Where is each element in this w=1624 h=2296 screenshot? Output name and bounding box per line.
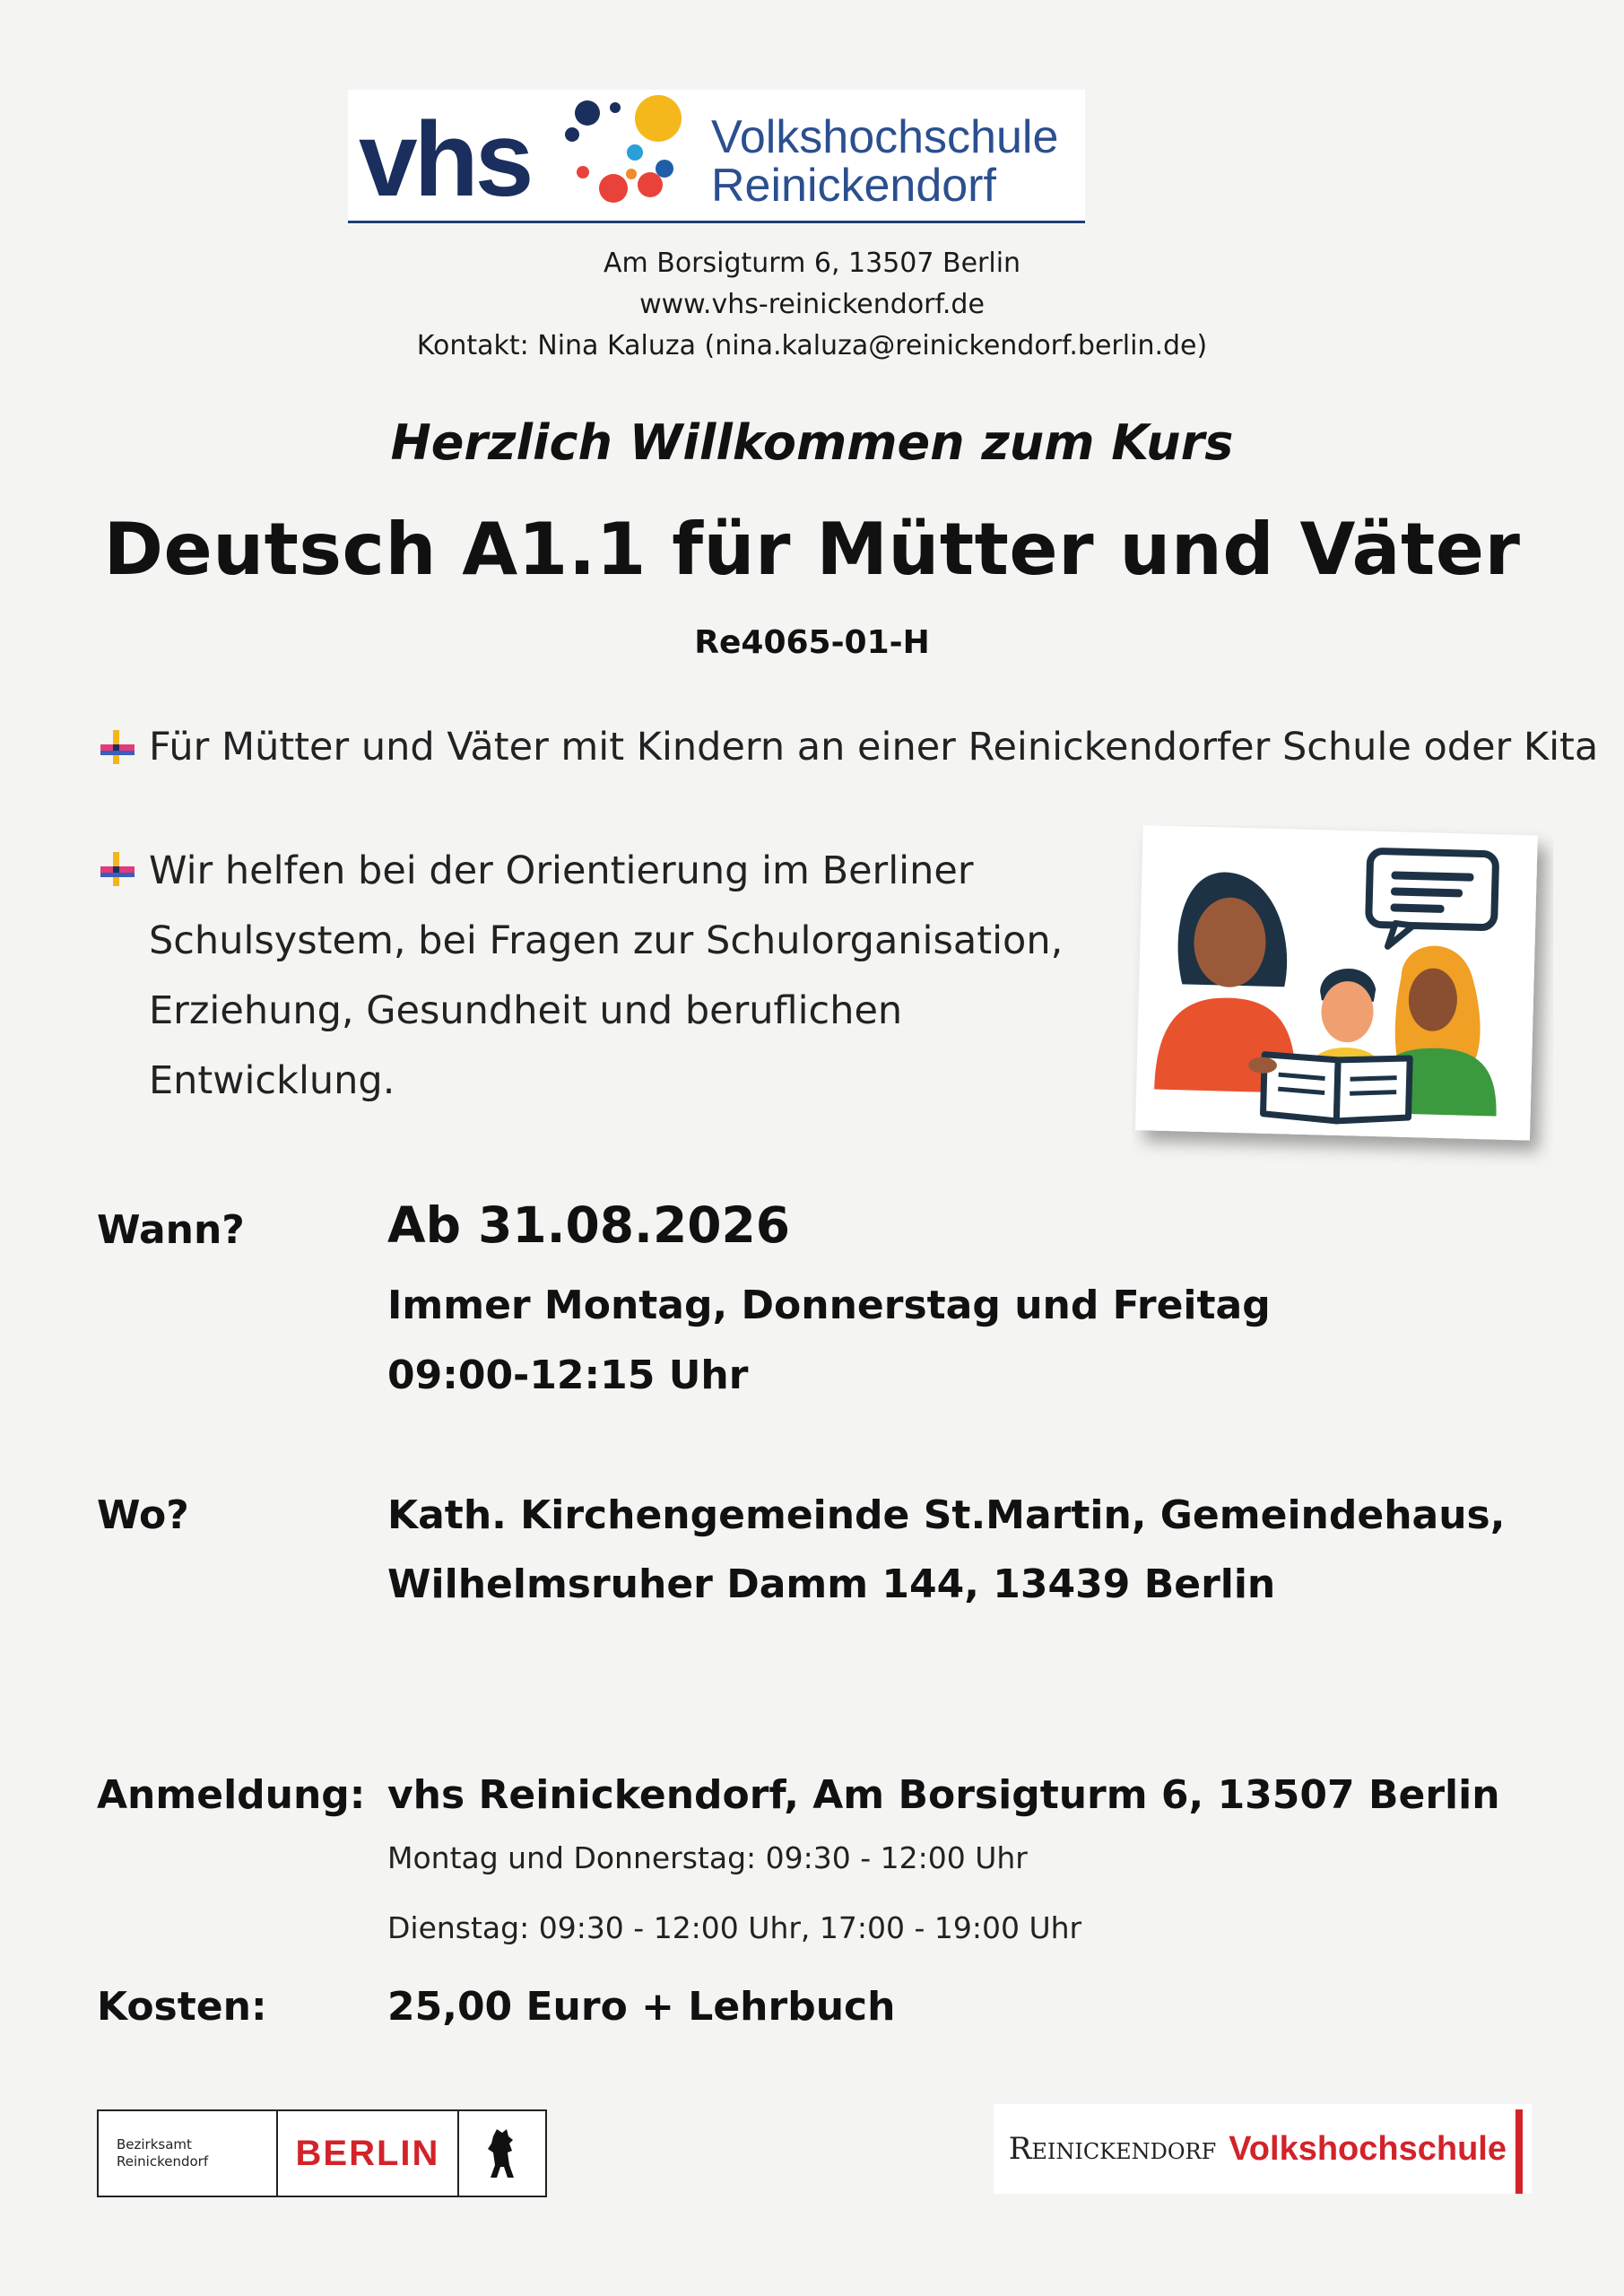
bullet-line: Erziehung, Gesundheit und beruflichen <box>149 988 903 1033</box>
address: Am Borsigturm 6, 13507 Berlin <box>603 248 1021 279</box>
website: www.vhs-reinickendorf.de <box>639 289 985 320</box>
location-line2: Wilhelmsruher Damm 144, 13439 Berlin <box>387 1561 1276 1607</box>
bullet-target-group: Für Mütter und Väter mit Kindern an einer Reinickendorfer Schule oder Kita <box>149 725 1599 770</box>
logo-name-line2: Reinickendorf <box>711 160 996 212</box>
start-date: Ab 31.08.2026 <box>387 1196 791 1254</box>
berlin-bear-icon <box>459 2111 545 2196</box>
rvhs-red-bar <box>1515 2109 1523 2194</box>
registration-place: vhs Reinickendorf, Am Borsigturm 6, 13507 Berlin <box>387 1772 1500 1818</box>
plus-bullet-icon <box>97 848 138 890</box>
bezirksamt-line1: Bezirksamt <box>117 2136 192 2152</box>
bullet-line: Wir helfen bei der Orientierung im Berliner <box>149 848 974 893</box>
logo-name-line1: Volkshochschule <box>711 111 1059 163</box>
reinickendorf-vhs-wordmark <box>994 2104 1532 2194</box>
welcome-heading: Herzlich Willkommen zum Kurs <box>390 414 1234 471</box>
course-code: Re4065-01-H <box>694 624 930 661</box>
registration-label: Anmeldung: <box>97 1772 366 1818</box>
plus-bullet-icon <box>97 726 138 768</box>
registration-hours-mon-thu: Montag und Donnerstag: 09:30 - 12:00 Uhr <box>387 1840 1028 1875</box>
course-title: Deutsch A1.1 für Mütter und Väter <box>103 508 1521 591</box>
registration-hours-tue: Dienstag: 09:30 - 12:00 Uhr, 17:00 - 19:00 Uhr <box>387 1910 1082 1945</box>
rvhs-prefix: Reinickendorf <box>1008 2131 1217 2167</box>
vhs-logo <box>348 90 1085 224</box>
berlin-wordmark: BERLIN <box>278 2111 459 2196</box>
course-time: 09:00-12:15 Uhr <box>387 1352 749 1398</box>
course-days: Immer Montag, Donnerstag und Freitag <box>387 1283 1271 1328</box>
family-reading-illustration <box>1132 825 1553 1166</box>
location-line1: Kath. Kirchengemeinde St.Martin, Gemeindehaus, <box>387 1492 1506 1538</box>
bezirksamt-label <box>99 2111 278 2196</box>
logo-mark: vhs <box>359 100 531 219</box>
cost-label: Kosten: <box>97 1984 267 2030</box>
bullet-line: Schulsystem, bei Fragen zur Schulorganisation, <box>149 918 1064 963</box>
contact-person: Kontakt: Nina Kaluza (nina.kaluza@reinickendorf.berlin.de) <box>416 330 1208 361</box>
bullet-line: Entwicklung. <box>149 1058 395 1103</box>
cost-value: 25,00 Euro + Lehrbuch <box>387 1984 896 2030</box>
where-label: Wo? <box>97 1492 189 1538</box>
bezirksamt-line2: Reinickendorf <box>117 2153 209 2170</box>
bezirksamt-berlin-logo <box>97 2109 547 2197</box>
rvhs-name: Volkshochschule <box>1229 2129 1507 2168</box>
when-label: Wann? <box>97 1207 245 1253</box>
logo-underline <box>348 221 1085 223</box>
bullet-support-text <box>149 836 1099 1116</box>
